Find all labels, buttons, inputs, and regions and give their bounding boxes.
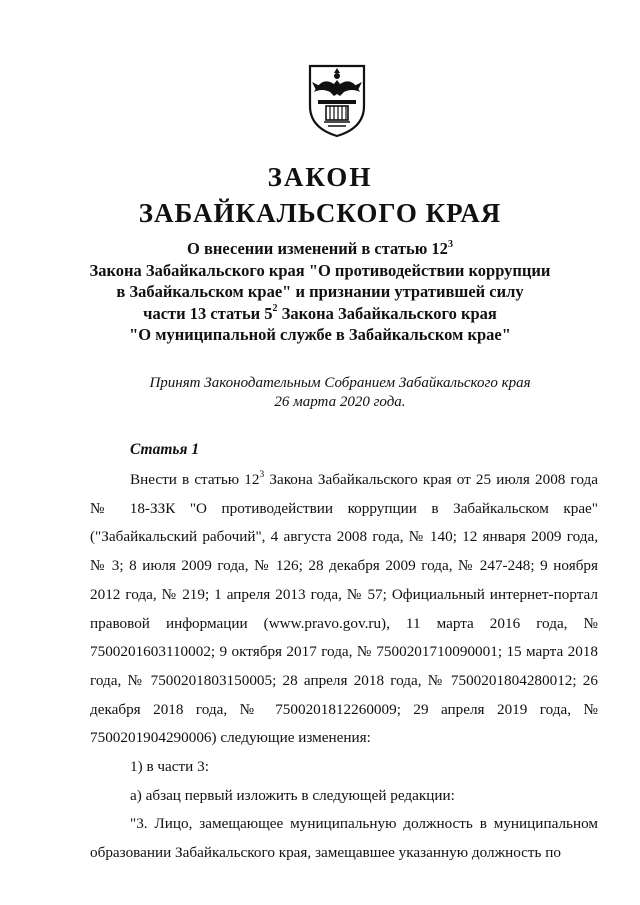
subtitle-line-3: в Забайкальском крае" и признании утратившей силу [116, 282, 524, 301]
subtitle-line-4: части 13 статьи $5^2$ Закона Забайкальского края [143, 303, 497, 323]
coat-of-arms-icon [304, 62, 370, 138]
adoption-line-1: Принят Законодательным Собранием Забайкальского края [149, 375, 531, 391]
subtitle-line-1: О внесении изменений в статью $12^3$ [187, 238, 453, 258]
article-body [90, 466, 598, 868]
article-heading: Статья 1 [130, 441, 200, 458]
adoption-date: 26 марта 2020 года. [274, 394, 406, 410]
document-region-title: ЗАБАЙКАЛЬСКОГО КРАЯ [138, 198, 502, 228]
document-title: ЗАКОН [267, 162, 373, 192]
subtitle-line-5: "О муниципальной службе в Забайкальском крае" [129, 325, 511, 344]
subtitle-line-2: Закона Забайкальского края "О противодействии коррупции [89, 260, 551, 280]
article-item-1: 1) в части 3: [130, 758, 209, 776]
article-item-a: а) абзац первый изложить в следующей редакции: [130, 786, 455, 804]
article-paragraph: Внести в статью $12^3$ Закона Забайкальского края от 25 июля 2008 года № 18-ЗЗК "О противодействии коррупции в Забайкальском крае" ("Забайкальский рабочий", 4 августа 2008 года, № 140; 12 января 2009 года, № 3; 8 июля 2009 года, № 126; 28 декабря 2009 года, № 247-248; 9 ноября 2012 года, № 219; 1 апреля 2013 года, № 57; Официальный интернет-портал правовой информации (www.pravo.gov.ru), 11 марта 2016 года, № 7500201603110002; 9 октября 2017 года, № 7500201710090001; 15 марта 2018 года, № 7500201803150005; 28 апреля 2018 года, № 7500201804280012; 26 декабря 2018 года, № 7500201812260009; 29 апреля 2019 года, № 7500201904290006) следующие изменения: [90, 469, 598, 747]
article-quote: "3. Лицо, замещающее муниципальную должность в муниципальном образовании Забайкальского края, замещавшее указанную должность по [90, 815, 598, 862]
adoption-note [60, 374, 620, 412]
law-subtitle [60, 238, 580, 346]
